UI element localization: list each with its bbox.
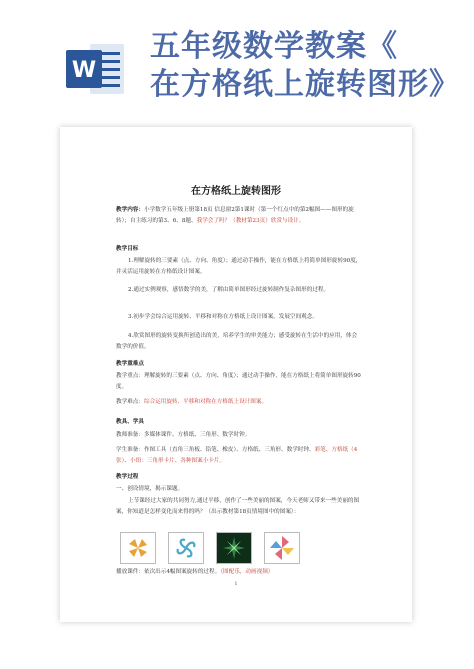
play-text: 播放课件：依次出示4幅图案旋转的过程。	[116, 569, 221, 575]
process-heading: 教学过程	[116, 474, 139, 480]
teacher-prep: 教师准备：多媒体课件、方格纸、三角形、数学时钟。	[116, 432, 251, 438]
pattern-2-curve-c	[178, 548, 186, 553]
pattern-thumbnail-1	[120, 532, 156, 564]
key-label: 教学重点：	[116, 373, 144, 379]
key-text: 理解旋转的三要素（点、方向、角度）；通过动手操作，能在方格纸上将简单图形旋转90度。	[116, 373, 361, 390]
diff-red: 综合运用旋转、平移和对称在方格纸上设计图案。	[143, 399, 268, 405]
pattern-thumbnail-4	[264, 532, 300, 564]
banner-title-line1: 五年级数学教案《	[150, 29, 398, 64]
student-prep-text: 学生准备：作图工具（直角三角板、铅笔、橡皮）、方格纸、三角形、数学时钟、	[116, 447, 315, 453]
content-label: 教学内容：	[116, 207, 144, 213]
pattern-1-shape-c	[129, 548, 138, 557]
goal-1: 1.理解旋转的三要素（点、方向、角度）；通过动手操作，能在方格纸上将简单图形旋转90度，并灵活运用旋转在方格纸设计图案。	[116, 258, 362, 275]
pattern-thumbnails	[120, 532, 310, 566]
content-text: 小学数学五年级上册第18页 信息窗2第1课时（第一个红点中的第2幅图——图形的旋转）；自主练习的第3、6、8题、	[116, 207, 354, 224]
pattern-2-curve-d	[181, 540, 186, 548]
tools-heading: 教具、学具	[116, 419, 144, 425]
teaching-content	[116, 205, 362, 227]
logo-letter: W	[71, 58, 97, 83]
pattern-4-tri-a	[282, 536, 289, 548]
pattern-1-shape-d	[129, 539, 138, 548]
play-courseware	[116, 567, 362, 578]
goals-heading: 教学目标	[116, 246, 139, 252]
key-point	[116, 371, 362, 393]
pattern-4-tri-d	[270, 541, 282, 548]
page-number: 1	[234, 581, 238, 587]
student-prep	[116, 445, 362, 467]
document-title: 在方格纸上旋转图形	[191, 186, 281, 197]
goal-2: 2.通过实例观察，感悟数学的美，了解由简单图形经过旋转制作复杂图形的过程。	[128, 287, 330, 293]
goal-3: 3.初步学会综合运用旋转、平移和对称在方格纸上设计图案，发展空间观念。	[128, 314, 318, 320]
diff-label: 教学难点：	[116, 399, 144, 405]
student-prep-red: 彩笔、方格纸（4张）、小组：三角形卡片、各种图案小卡片。	[116, 447, 358, 464]
pattern-thumbnail-3	[216, 532, 252, 564]
step-1: 一、创设情境，揭示课题。	[116, 486, 184, 492]
difficult-point	[116, 397, 362, 408]
banner-title-line2: 在方格纸上旋转图形》	[150, 67, 460, 102]
pattern-4-tri-c	[275, 548, 282, 560]
pattern-2-curve-b	[186, 548, 191, 556]
document-page	[60, 127, 412, 622]
pattern-4-tri-b	[282, 548, 294, 555]
content-red: 我学会了吗？（教材第23页）欣赏与设计。	[196, 218, 305, 224]
play-red: （图配乐，动画视频）	[220, 569, 274, 575]
pattern-thumbnail-2	[168, 532, 204, 564]
banner	[0, 0, 474, 118]
word-document-icon	[64, 38, 126, 100]
pattern-1-shape-b	[138, 548, 147, 557]
pattern-2-curve-a	[186, 543, 194, 548]
goal-4: 4.欣赏图形的旋转变换所创造出的美，培养学生的审美能力；感受旋转在生活中的应用，体会数学的价值。	[116, 333, 358, 350]
key-heading: 教学重难点	[116, 361, 144, 367]
step-1-text: 上节课经过大家的共同努力,通过平移，创作了一些美丽的图案，今天老师又带来一些美丽的图案，你知道是怎样变化而来得的吗？（出示教材第18页情境图中的图案）：	[116, 498, 360, 515]
pattern-1-shape-a	[138, 539, 147, 548]
